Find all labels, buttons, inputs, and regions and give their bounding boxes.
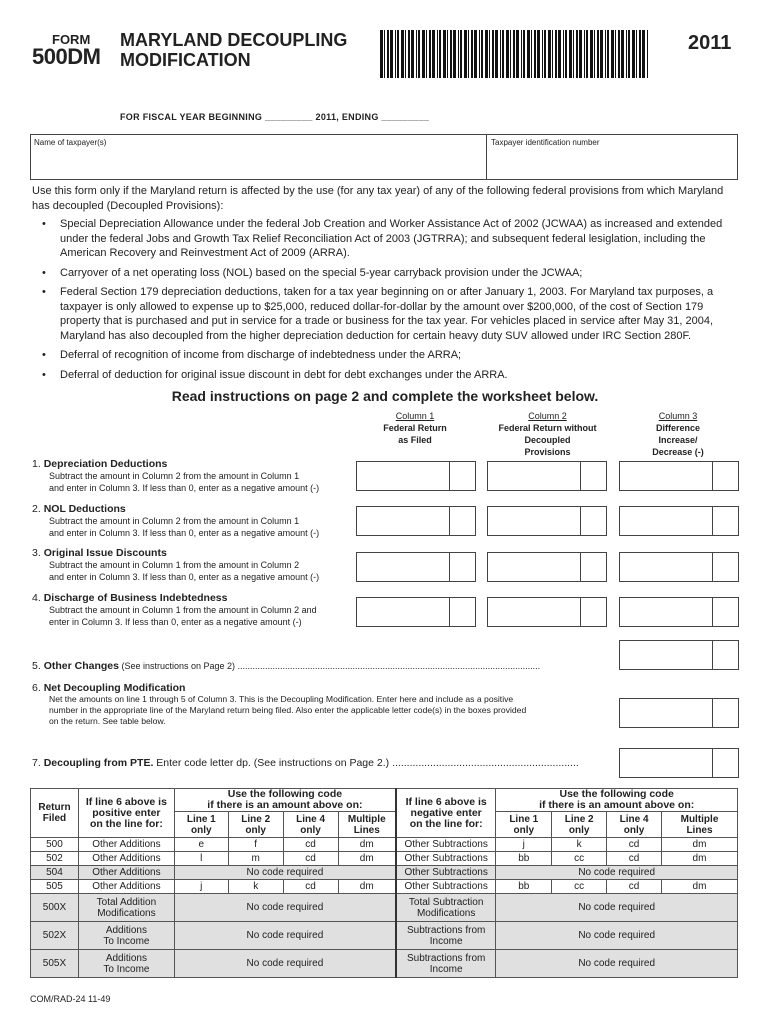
table-cell: 502 [31, 852, 79, 866]
table-cell: 505X [31, 950, 79, 978]
line-desc: Subtract the amount in Column 2 from the amount in Column 1 [49, 516, 300, 526]
table-cell: e [174, 838, 228, 852]
list-item: • Federal Section 179 depreciation deductions, taken for a tax year beginning on or after January 1, 2003. For Maryland tax purposes, a taxpayer is only allowed to expense up to $25,000, reduced dollar-for-dollar by the amount over $200,000, of the cost of Section 179 property that is purchased and put in service for a trade or business for the tax year. For vehicles placed in service after May 31, 2004, Maryland has also decoupled from the higher depreciation deduction for certain heavy duty SUV allowed under IRC Section 280F. [42, 285, 740, 343]
line-4-only-header: Line 4 only [607, 812, 662, 838]
negative-header: If line 6 above is negative enter on the line for: [396, 789, 496, 838]
table-cell: Other Subtractions [396, 852, 496, 866]
line-5 [32, 660, 612, 672]
line-desc: and enter in Column 3. If less than 0, enter as a negative amount (-) [49, 572, 320, 582]
table-cell: Other Additions [78, 866, 174, 880]
line-2-col-2-input[interactable] [487, 506, 607, 536]
table-cell: bb [496, 880, 552, 894]
table-cell: cd [283, 852, 338, 866]
line-3 [32, 547, 352, 583]
tin-label: Taxpayer identification number [491, 138, 600, 147]
column-1-number: Column 1 [395, 411, 435, 421]
column-2-label: Provisions [524, 447, 571, 457]
table-row [31, 838, 738, 852]
line-1-col-1-input[interactable] [356, 461, 476, 491]
table-cell: 504 [31, 866, 79, 880]
list-item: • Deferral of deduction for original issue discount in debt for debt exchanges under the ARRA. [42, 368, 740, 383]
line-3-col-2-input[interactable] [487, 552, 607, 582]
fiscal-year-line: FOR FISCAL YEAR BEGINNING _________ 2011, ENDING _________ [120, 112, 430, 122]
list-item: • Carryover of a net operating loss (NOL) based on the special 5-year carryback provision under the JCWAA; [42, 266, 740, 281]
table-cell: k [552, 838, 607, 852]
line-4-only-header: Line 4 only [283, 812, 338, 838]
line-desc: Enter code letter dp. (See instructions on Page 2.) ................................................................ [153, 757, 579, 769]
positive-header: If line 6 above is positive enter on the line for: [78, 789, 174, 838]
worksheet-heading: Read instructions on page 2 and complete the worksheet below. [171, 388, 599, 404]
title-line-2: MODIFICATION [120, 50, 251, 70]
table-row [31, 950, 738, 978]
table-cell: 500X [31, 894, 79, 922]
line-5-col-3-input[interactable] [619, 640, 739, 670]
column-2-label: Federal Return without [498, 423, 597, 433]
table-cell: cd [283, 838, 338, 852]
line-number: 3. [32, 547, 41, 559]
line-1-only-header: Line 1 only [174, 812, 228, 838]
table-row [31, 866, 738, 880]
table-row [31, 880, 738, 894]
line-desc: enter in Column 3. If less than 0, enter as a negative amount (-) [49, 617, 302, 627]
table-row [31, 852, 738, 866]
table-cell: No code required [174, 950, 396, 978]
line-1-col-2-input[interactable] [487, 461, 607, 491]
tin-input[interactable] [489, 149, 735, 177]
intro-text: Use this form only if the Maryland return is affected by the use (for any tax year) of any of the following federal provisions from which Maryland has decoupled (Decoupled Provisions): [32, 185, 724, 212]
form-label: FORM [52, 32, 91, 47]
table-cell: cd [607, 880, 662, 894]
table-cell: Additions To Income [78, 922, 174, 950]
taxpayer-info-box [30, 134, 738, 180]
line-1-col-3-input[interactable] [619, 461, 739, 491]
form-footer-code: COM/RAD-24 11-49 [30, 994, 111, 1004]
table-cell: No code required [174, 922, 396, 950]
table-cell: No code required [174, 866, 396, 880]
table-row [31, 894, 738, 922]
line-title: Original Issue Discounts [43, 547, 167, 559]
taxpayer-name-label: Name of taxpayer(s) [34, 138, 107, 147]
column-3-number: Column 3 [658, 411, 698, 421]
line-desc: Subtract the amount in Column 1 from the amount in Column 2 and [49, 605, 317, 615]
line-2-col-3-input[interactable] [619, 506, 739, 536]
table-cell: j [174, 880, 228, 894]
line-title: NOL Deductions [43, 503, 126, 515]
line-6-col-3-input[interactable] [619, 698, 739, 728]
line-desc: Subtract the amount in Column 2 from the amount in Column 1 [49, 471, 300, 481]
line-title: Discharge of Business Indebtedness [43, 592, 228, 604]
table-cell: m [228, 852, 283, 866]
multiple-lines-header: Multiple Lines [662, 812, 738, 838]
line-title: Depreciation Deductions [43, 458, 168, 470]
table-cell: Other Additions [78, 838, 174, 852]
table-cell: f [228, 838, 283, 852]
line-number: 6. [32, 682, 41, 694]
table-cell: dm [338, 880, 396, 894]
table-cell: k [228, 880, 283, 894]
return-filed-header: Return Filed [31, 789, 79, 838]
column-3-label: Difference [655, 423, 700, 433]
table-cell: cc [552, 852, 607, 866]
column-1-header [355, 410, 475, 446]
line-desc: Net the amounts on line 1 through 5 of Column 3. This is the Decoupling Modification. Enter here and include as a positive [49, 694, 514, 704]
line-number: 1. [32, 458, 41, 470]
line-2 [32, 503, 352, 539]
table-cell: No code required [174, 894, 396, 922]
table-cell: dm [662, 880, 738, 894]
line-7-col-3-input[interactable] [619, 748, 739, 778]
column-1-label: as Filed [398, 435, 432, 445]
line-1 [32, 458, 352, 494]
line-desc: and enter in Column 3. If less than 0, enter as a negative amount (-) [49, 483, 320, 493]
column-2-label: Decoupled [524, 435, 571, 445]
line-number: 4. [32, 592, 41, 604]
table-cell: 502X [31, 922, 79, 950]
title-line-1: MARYLAND DECOUPLING [120, 30, 348, 50]
table-cell: cc [552, 880, 607, 894]
negative-code-header: Use the following code if there is an amount above on: [496, 789, 738, 812]
line-4-col-2-input[interactable] [487, 597, 607, 627]
table-cell: No code required [496, 866, 738, 880]
line-1-only-header: Line 1 only [496, 812, 552, 838]
line-number: 2. [32, 503, 41, 515]
table-cell: Total Subtraction Modifications [396, 894, 496, 922]
form-number: 500DM [32, 44, 101, 69]
multiple-lines-header: Multiple Lines [338, 812, 396, 838]
column-2-number: Column 2 [528, 411, 567, 421]
table-cell: dm [338, 852, 396, 866]
table-cell: Subtractions from Income [396, 950, 496, 978]
line-2-only-header: Line 2 only [228, 812, 283, 838]
table-cell: l [174, 852, 228, 866]
table-row [31, 922, 738, 950]
decoupled-provisions-list [42, 217, 740, 387]
table-cell: cd [607, 838, 662, 852]
taxpayer-name-input[interactable] [33, 149, 483, 177]
line-3-col-1-input[interactable] [356, 552, 476, 582]
line-desc: (See instructions on Page 2) ......................................................................................................................... [118, 661, 541, 671]
column-1-label: Federal Return [383, 423, 447, 433]
column-3-label: Increase/ [658, 435, 698, 445]
line-6 [32, 682, 617, 727]
table-cell: Other Additions [78, 852, 174, 866]
table-cell: No code required [496, 894, 738, 922]
table-cell: dm [662, 852, 738, 866]
table-cell: No code required [496, 950, 738, 978]
line-desc: and enter in Column 3. If less than 0, enter as a negative amount (-) [49, 528, 320, 538]
table-cell: Other Subtractions [396, 838, 496, 852]
line-4-col-1-input[interactable] [356, 597, 476, 627]
table-cell: Other Subtractions [396, 866, 496, 880]
line-4 [32, 592, 352, 628]
table-cell: dm [338, 838, 396, 852]
line-number: 5. [32, 660, 41, 672]
line-7 [32, 757, 612, 769]
line-title: Net Decoupling Modification [43, 682, 186, 694]
line-2-col-1-input[interactable] [356, 506, 476, 536]
line-desc: number in the appropriate line of the Maryland return being filed. Also enter the applicable letter code(s) in the boxes provided [49, 705, 527, 715]
line-4-col-3-input[interactable] [619, 597, 739, 627]
table-cell: Other Subtractions [396, 880, 496, 894]
list-item: • Deferral of recognition of income from discharge of indebtedness under the ARRA; [42, 348, 740, 363]
column-3-label: Decrease (-) [652, 447, 704, 457]
list-item: • Special Depreciation Allowance under the federal Job Creation and Worker Assistance Act of 2002 (JCWAA) as increased and extended under the federal Jobs and Growth Tax Relief Reconciliation Act of 2003 (JGTRRA); and subsequent federal lesiglation, including the American Recovery and Reinvestment Act of 2009 (ARRA). [42, 217, 740, 261]
line-3-col-3-input[interactable] [619, 552, 739, 582]
positive-code-header: Use the following code if there is an amount above on: [174, 789, 396, 812]
barcode-icon [380, 30, 650, 78]
table-cell: 505 [31, 880, 79, 894]
line-desc: on the return. See table below. [49, 716, 166, 726]
form-title [120, 30, 347, 70]
table-cell: Additions To Income [78, 950, 174, 978]
table-cell: bb [496, 852, 552, 866]
line-2-only-header: Line 2 only [552, 812, 607, 838]
table-cell: Total Addition Modifications [78, 894, 174, 922]
line-number: 7. [32, 757, 41, 769]
line-title: Decoupling from PTE. [43, 757, 154, 769]
line-desc: Subtract the amount in Column 1 from the amount in Column 2 [49, 560, 300, 570]
column-2-header [480, 410, 615, 458]
table-cell: dm [662, 838, 738, 852]
column-3-header [618, 410, 738, 458]
tax-year: 2011 [688, 32, 732, 54]
table-cell: cd [283, 880, 338, 894]
table-cell: 500 [31, 838, 79, 852]
line-title: Other Changes [43, 660, 119, 672]
code-table [30, 788, 738, 978]
table-cell: Subtractions from Income [396, 922, 496, 950]
table-cell: No code required [496, 922, 738, 950]
table-cell: cd [607, 852, 662, 866]
table-cell: Other Additions [78, 880, 174, 894]
table-cell: j [496, 838, 552, 852]
